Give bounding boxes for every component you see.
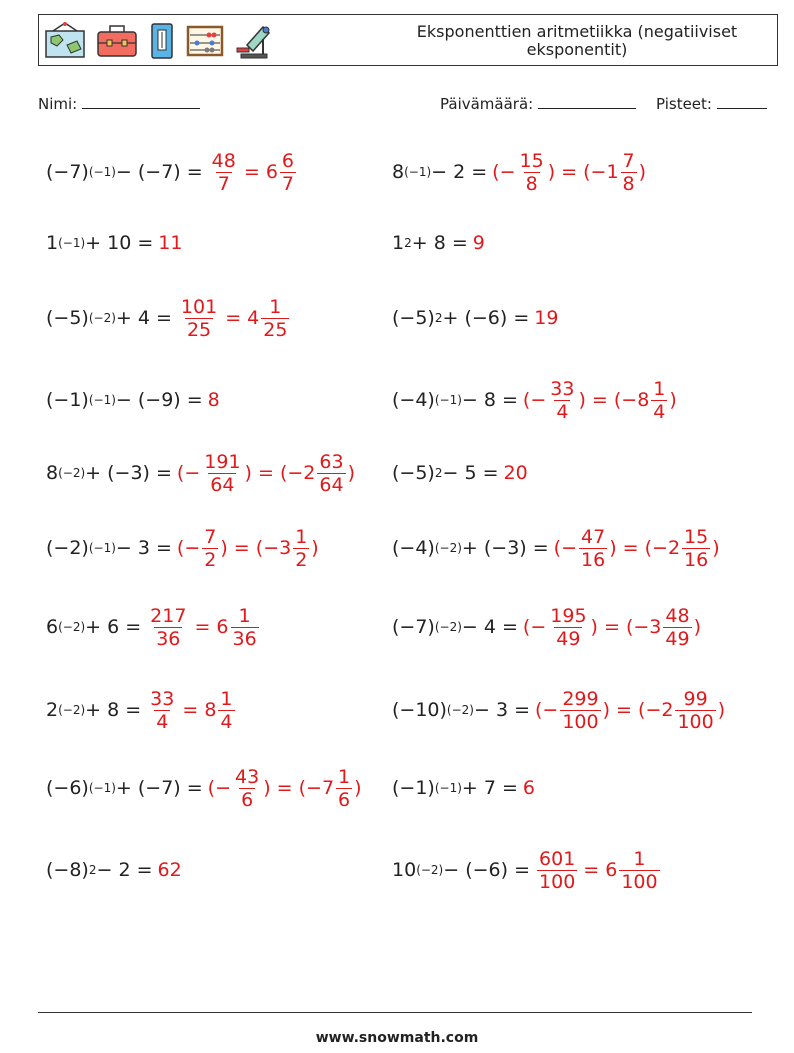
answer-close-paren: ) — [712, 536, 720, 559]
answer-mixed-integer: −7 — [306, 776, 335, 799]
answer-mixed-integer: −1 — [590, 160, 619, 183]
answer-integer: 9 — [472, 231, 485, 254]
answer-integer: 20 — [503, 461, 528, 484]
answer-open-paren: (− — [553, 536, 578, 559]
problem-operation: − 2 = — [431, 160, 488, 183]
problem-exponent: (−1) — [88, 165, 116, 179]
answer-equals: ) = ( — [220, 536, 264, 559]
problem-operation: + (−6) = — [442, 306, 530, 329]
date-blank[interactable] — [538, 96, 636, 109]
problem-exponent: (−2) — [434, 541, 462, 555]
answer-mixed-fraction — [336, 766, 352, 811]
answer-close-paren: ) — [638, 160, 647, 183]
problem-item — [392, 293, 558, 343]
problem-expression — [392, 615, 518, 638]
answer — [522, 776, 536, 799]
fraction-denominator: 4 — [653, 400, 666, 423]
answer — [534, 306, 559, 329]
problem-exponent: 2 — [434, 466, 443, 480]
fraction-numerator: 1 — [653, 377, 666, 400]
answer-equals-mixed: = 6 — [583, 858, 618, 881]
answer — [158, 231, 183, 254]
fraction-numerator: 191 — [204, 450, 241, 473]
answer-close-paren: ) — [717, 698, 726, 721]
answer-mixed-fraction — [218, 688, 234, 733]
fraction-denominator: 49 — [665, 627, 690, 650]
problem-operation: − (−7) = — [115, 160, 203, 183]
answer-fraction — [210, 150, 238, 195]
answer-equals-mixed: = 8 — [182, 698, 217, 721]
fraction-numerator: 1 — [238, 604, 251, 627]
answer-close-paren: ) — [311, 536, 319, 559]
fraction-denominator: 2 — [204, 548, 217, 571]
fraction-numerator: 1 — [338, 765, 351, 788]
problem-item — [46, 602, 261, 652]
answer-close-paren: ) — [693, 615, 701, 638]
answer-mixed-fraction — [231, 605, 259, 650]
fraction-denominator: 49 — [556, 627, 581, 650]
fraction-numerator: 15 — [519, 149, 544, 172]
problem-expression — [392, 776, 518, 799]
problem-item — [392, 147, 646, 197]
date-label: Päivämäärä: — [440, 95, 534, 113]
answer-integer: 19 — [534, 306, 559, 329]
answer-open-paren: (− — [176, 461, 201, 484]
fraction-numerator: 33 — [150, 687, 175, 710]
problem-base: (−6) — [46, 776, 89, 799]
problem-exponent: (−1) — [434, 393, 462, 407]
answer — [523, 605, 701, 650]
problem-exponent: (−1) — [58, 236, 86, 250]
answer-mixed-fraction — [317, 451, 345, 496]
fraction-denominator: 36 — [156, 627, 181, 650]
problem-expression — [46, 776, 203, 799]
problem-operation: + 6 = — [85, 615, 142, 638]
fraction-numerator: 299 — [562, 687, 599, 710]
fraction-numerator: 43 — [235, 765, 260, 788]
problem-operation: + (−7) = — [115, 776, 203, 799]
problem-exponent: 2 — [434, 311, 443, 325]
answer — [177, 526, 319, 571]
answer-integer: 11 — [158, 231, 183, 254]
answer-open-paren: (− — [207, 776, 232, 799]
problem-expression — [46, 858, 153, 881]
problem-expression — [46, 306, 172, 329]
problem-base: (−7) — [46, 160, 89, 183]
answer-mixed-integer: −2 — [652, 536, 681, 559]
problem-item — [392, 602, 701, 652]
fraction-numerator: 33 — [550, 377, 575, 400]
answer — [208, 766, 362, 811]
fraction-denominator: 2 — [295, 548, 308, 571]
name-blank[interactable] — [82, 96, 200, 109]
problem-base: (−4) — [392, 388, 435, 411]
answer-mixed-fraction — [682, 526, 710, 571]
problem-item — [392, 685, 725, 735]
sharpener-icon — [147, 21, 177, 61]
problem-exponent: 2 — [88, 863, 97, 877]
answer — [146, 688, 236, 733]
answer-integer: 62 — [157, 858, 182, 881]
fraction-denominator: 16 — [581, 548, 606, 571]
answer-fraction — [233, 766, 261, 811]
answer — [207, 388, 220, 411]
problem-operation: + 10 = — [85, 231, 154, 254]
problem-operation: − 3 = — [473, 698, 530, 721]
answer-open-paren: (− — [522, 388, 547, 411]
problem-operation: + 7 = — [461, 776, 518, 799]
problem-exponent: (−1) — [88, 393, 116, 407]
problem-exponent: (−2) — [58, 620, 86, 634]
fraction-denominator: 100 — [621, 870, 658, 893]
answer — [472, 231, 485, 254]
answer-mixed-fraction — [651, 378, 667, 423]
answer-equals: ) = ( — [578, 388, 622, 411]
fraction-denominator: 36 — [232, 627, 257, 650]
answer — [177, 296, 292, 341]
problem-item — [46, 845, 182, 895]
problem-operation: + 8 = — [85, 698, 142, 721]
date-field — [440, 95, 636, 113]
answer-mixed-fraction — [280, 150, 296, 195]
answer-fraction — [579, 526, 607, 571]
fraction-numerator: 99 — [683, 687, 708, 710]
problem-expression — [46, 388, 203, 411]
answer-integer: 6 — [522, 776, 536, 799]
answer-mixed-integer: −3 — [263, 536, 292, 559]
answer-fraction — [179, 296, 219, 341]
problem-exponent: (−2) — [434, 620, 462, 634]
problem-item — [392, 845, 662, 895]
footer-url: www.snowmath.com — [315, 1030, 479, 1046]
problem-item — [46, 218, 182, 268]
answer-fraction — [202, 526, 218, 571]
fraction-denominator: 4 — [156, 710, 169, 733]
fraction-numerator: 48 — [211, 149, 236, 172]
problem-item — [46, 763, 362, 813]
fraction-numerator: 6 — [281, 149, 295, 172]
answer-close-paren: ) — [354, 776, 362, 799]
fraction-denominator: 6 — [241, 788, 254, 811]
answer — [503, 461, 528, 484]
answer-fraction — [560, 688, 600, 733]
problem-expression — [392, 858, 531, 881]
problem-item — [392, 218, 485, 268]
problem-base: 10 — [392, 858, 417, 881]
name-label: Nimi: — [38, 95, 78, 113]
fraction-numerator: 7 — [622, 149, 635, 172]
fraction-numerator: 63 — [319, 450, 344, 473]
answer-equals-mixed: = 6 — [243, 160, 278, 183]
fraction-numerator: 1 — [633, 847, 646, 870]
answer-equals: ) = ( — [609, 536, 653, 559]
map-icon — [43, 21, 87, 61]
problem-exponent: (−2) — [446, 703, 474, 717]
fraction-numerator: 195 — [550, 604, 587, 627]
fraction-numerator: 1 — [220, 687, 233, 710]
problem-operation: − 3 = — [115, 536, 172, 559]
fraction-denominator: 7 — [281, 172, 295, 195]
problem-base: 1 — [392, 231, 405, 254]
answer-mixed-integer: −2 — [645, 698, 674, 721]
fraction-numerator: 101 — [180, 295, 218, 318]
problem-expression — [392, 388, 518, 411]
problem-base: (−7) — [392, 615, 435, 638]
problem-operation: − 4 = — [461, 615, 518, 638]
answer-close-paren: ) — [347, 461, 355, 484]
fraction-denominator: 16 — [684, 548, 709, 571]
problem-exponent: (−1) — [434, 781, 462, 795]
problem-operation: + (−3) = — [85, 461, 172, 484]
answer-mixed-integer: −2 — [287, 461, 316, 484]
fraction-denominator: 4 — [220, 710, 233, 733]
fraction-denominator: 7 — [217, 172, 230, 195]
problem-expression — [46, 615, 142, 638]
fraction-numerator: 217 — [150, 604, 187, 627]
answer-fraction — [518, 150, 546, 195]
problem-base: (−1) — [392, 776, 435, 799]
answer-mixed-fraction — [663, 605, 691, 650]
answer — [208, 150, 298, 195]
briefcase-icon — [95, 21, 139, 61]
header-box — [38, 14, 778, 66]
score-label: Pisteet: — [656, 95, 712, 113]
answer-mixed-fraction — [619, 848, 659, 893]
problem-base: (−1) — [46, 388, 89, 411]
answer-open-paren: (− — [176, 536, 201, 559]
answer — [535, 848, 662, 893]
problem-operation: − 8 = — [461, 388, 518, 411]
problem-exponent: (−1) — [88, 781, 116, 795]
problem-item — [46, 448, 355, 498]
answer-close-paren: ) — [669, 388, 677, 411]
problem-item — [392, 375, 677, 425]
problem-expression — [46, 231, 154, 254]
abacus-icon — [185, 21, 225, 61]
answer — [492, 150, 646, 195]
problem-expression — [46, 160, 203, 183]
problem-exponent: (−1) — [88, 541, 116, 555]
problem-item — [46, 375, 220, 425]
answer-fraction — [148, 605, 188, 650]
answer-fraction — [148, 688, 176, 733]
answer-equals: ) = ( — [602, 698, 646, 721]
problem-exponent: (−1) — [404, 165, 432, 179]
problem-operation: + 4 = — [115, 306, 172, 329]
answer-equals: ) = ( — [547, 160, 591, 183]
fraction-numerator: 1 — [269, 295, 282, 318]
problem-operation: − (−6) = — [443, 858, 531, 881]
answer — [535, 688, 725, 733]
problem-item — [46, 685, 237, 735]
problem-item — [392, 523, 720, 573]
fraction-denominator: 64 — [210, 473, 235, 496]
fraction-numerator: 47 — [581, 525, 606, 548]
page-title: Eksponenttien aritmetiikka (negatiiviset eksponentit) — [416, 22, 738, 59]
problem-item — [392, 763, 535, 813]
problem-base: 2 — [46, 698, 59, 721]
fraction-denominator: 64 — [319, 473, 344, 496]
answer-equals-mixed: = 6 — [194, 615, 229, 638]
answer-fraction — [537, 848, 577, 893]
fraction-denominator: 100 — [539, 870, 576, 893]
problem-item — [46, 147, 298, 197]
answer-mixed-fraction — [261, 296, 289, 341]
answer-integer: 8 — [207, 388, 220, 411]
problem-operation: − 5 = — [442, 461, 499, 484]
problem-item — [46, 523, 319, 573]
problem-expression — [46, 536, 172, 559]
problem-expression — [46, 461, 172, 484]
problem-expression — [392, 160, 488, 183]
fraction-denominator: 100 — [677, 710, 714, 733]
problem-base: (−5) — [392, 461, 435, 484]
answer-mixed-fraction — [293, 526, 309, 571]
fraction-numerator: 7 — [204, 525, 217, 548]
problem-base: 8 — [392, 160, 405, 183]
problem-expression — [392, 461, 499, 484]
problem-base: 8 — [46, 461, 59, 484]
answer — [146, 605, 261, 650]
answer-fraction — [548, 378, 576, 423]
header-icons — [43, 19, 275, 63]
answer-mixed-integer: −8 — [621, 388, 650, 411]
microscope-icon — [233, 21, 275, 61]
fraction-numerator: 48 — [665, 604, 690, 627]
score-field — [656, 95, 767, 113]
answer-mixed-fraction — [675, 688, 715, 733]
problem-base: (−10) — [392, 698, 447, 721]
answer-equals: ) = ( — [590, 615, 634, 638]
answer-equals-mixed: = 4 — [225, 306, 260, 329]
answer-open-paren: (− — [535, 698, 559, 721]
problem-expression — [392, 536, 549, 559]
problem-operation: + 8 = — [411, 231, 468, 254]
footer-divider — [38, 1012, 752, 1013]
problem-expression — [392, 231, 468, 254]
fraction-numerator: 601 — [539, 847, 576, 870]
answer-open-paren: (− — [522, 615, 547, 638]
problem-base: (−5) — [392, 306, 435, 329]
problem-exponent: (−2) — [416, 863, 444, 877]
fraction-denominator: 25 — [186, 318, 212, 341]
answer — [554, 526, 720, 571]
score-blank[interactable] — [717, 96, 767, 109]
fraction-denominator: 100 — [562, 710, 599, 733]
answer — [177, 451, 355, 496]
answer — [523, 378, 677, 423]
problem-exponent: (−2) — [88, 311, 116, 325]
problem-base: (−8) — [46, 858, 89, 881]
problem-operation: + (−3) = — [461, 536, 549, 559]
answer-mixed-fraction — [621, 150, 637, 195]
problem-base: 6 — [46, 615, 59, 638]
fraction-denominator: 6 — [338, 788, 351, 811]
answer — [157, 858, 182, 881]
problem-expression — [392, 306, 530, 329]
fraction-denominator: 8 — [622, 172, 635, 195]
problem-exponent: (−2) — [58, 466, 86, 480]
problem-base: (−5) — [46, 306, 89, 329]
fraction-numerator: 15 — [684, 525, 709, 548]
fraction-denominator: 8 — [525, 172, 538, 195]
problem-expression — [392, 698, 530, 721]
fraction-numerator: 1 — [295, 525, 308, 548]
problem-exponent: (−2) — [58, 703, 86, 717]
name-field — [38, 95, 200, 113]
answer-equals: ) = ( — [244, 461, 288, 484]
answer-fraction — [548, 605, 588, 650]
problem-item — [46, 293, 291, 343]
problem-expression — [46, 698, 142, 721]
answer-equals: ) = ( — [263, 776, 307, 799]
fraction-denominator: 4 — [556, 400, 569, 423]
fraction-denominator: 25 — [263, 318, 288, 341]
problem-item — [392, 448, 528, 498]
problem-base: 1 — [46, 231, 59, 254]
answer-fraction — [202, 451, 242, 496]
problem-base: (−2) — [46, 536, 89, 559]
problem-exponent: 2 — [404, 236, 412, 250]
problem-operation: − 2 = — [96, 858, 153, 881]
answer-mixed-integer: −3 — [633, 615, 662, 638]
problem-operation: − (−9) = — [115, 388, 203, 411]
problem-base: (−4) — [392, 536, 435, 559]
answer-open-paren: (− — [492, 160, 516, 183]
